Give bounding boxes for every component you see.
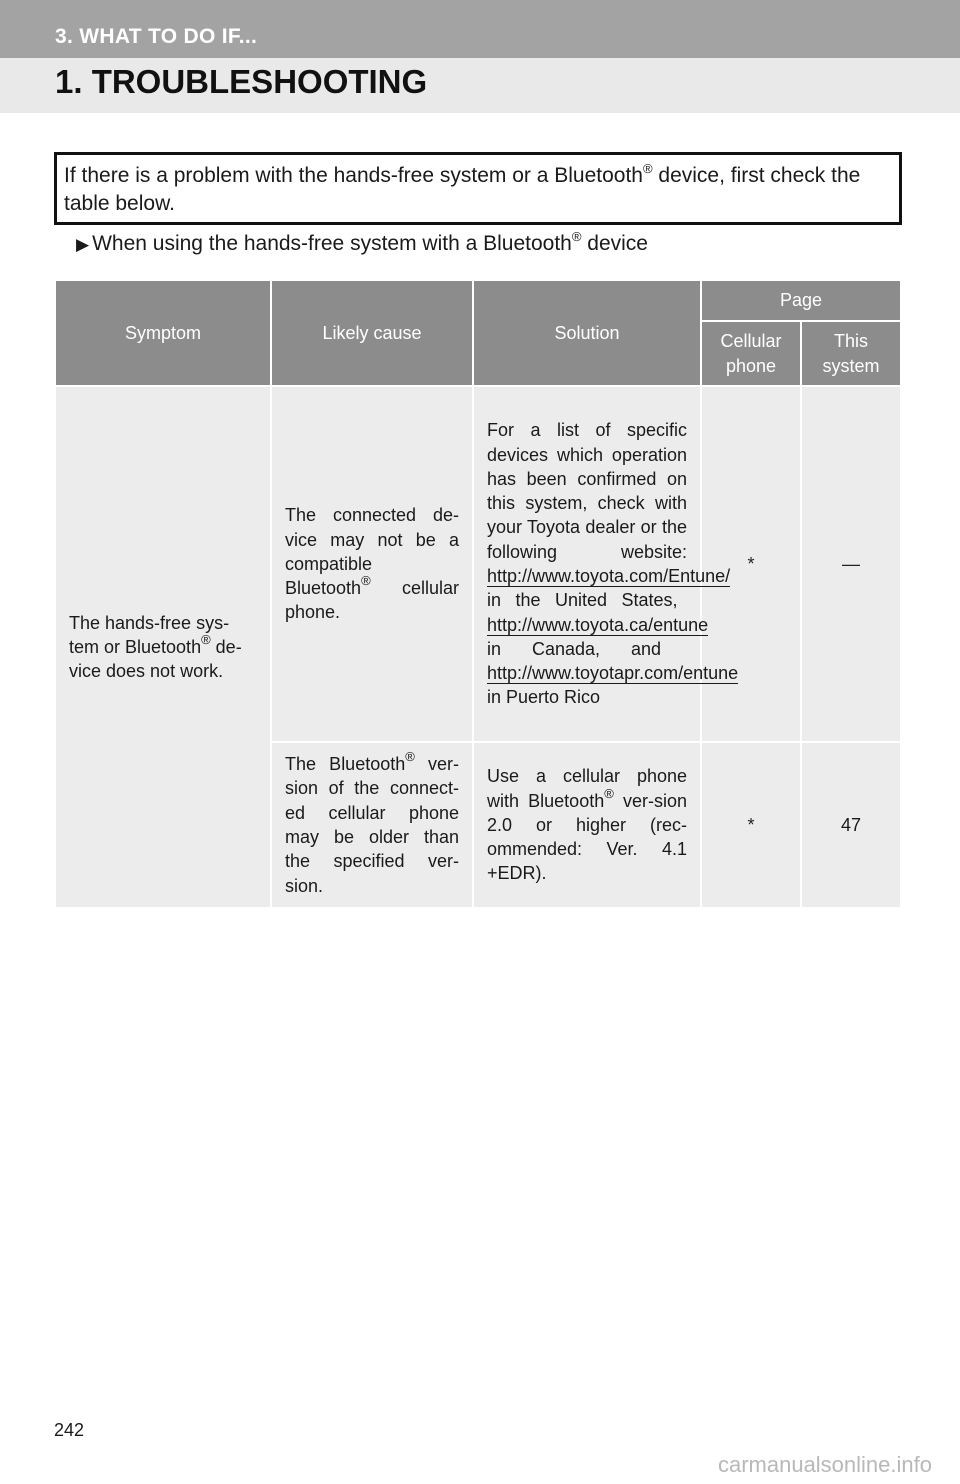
- cause-cell: The connected de-vice may not be a compatible Bluetooth® cellular phone.: [271, 386, 473, 742]
- cause-cell: The Bluetooth® ver-sion of the connect-ed cellular phone may be older than the specified ver-sion.: [271, 742, 473, 908]
- asterisk-icon: *: [747, 814, 755, 835]
- header-cellular-phone: Cellular phone: [701, 321, 801, 386]
- page-number: 242: [54, 1420, 85, 1440]
- solution-cell: Use a cellular phone with Bluetooth® ver-sion 2.0 or higher (rec-ommended: Ver. 4.1 +EDR).: [473, 742, 701, 908]
- header-likely-cause: Likely cause: [271, 280, 473, 386]
- section-title: 1. TROUBLESHOOTING: [55, 63, 428, 100]
- this-system-page-cell: [801, 386, 901, 742]
- header-symptom: Symptom: [55, 280, 271, 386]
- chapter-title: 3. WHAT TO DO IF...: [55, 25, 258, 48]
- subheading: ▶ When using the hands-free system with a Bluetooth® device: [76, 229, 648, 255]
- dash-icon: —: [842, 553, 860, 574]
- header-solution: Solution: [473, 280, 701, 386]
- solution-cell: For a list of specific devices which operation has been confirmed on this system, check with your Toyota dealer or the following website: http://www.toyota.com/Entune/ in the United States, http://www.toyota.ca/entune in Canada, and http://www.toyotapr.com/entune in Puerto Rico: [473, 386, 701, 742]
- cellular-phone-page-cell: [701, 742, 801, 908]
- cellular-phone-page-cell: [701, 386, 801, 742]
- this-system-page-cell: [801, 742, 901, 908]
- toyota-pr-link[interactable]: http://www.toyotapr.com/entune: [487, 663, 739, 684]
- table-row: [55, 386, 901, 742]
- toyota-ca-link[interactable]: http://www.toyota.ca/entune: [487, 614, 709, 635]
- toyota-us-link[interactable]: http://www.toyota.com/Entune/: [487, 566, 731, 586]
- troubleshooting-table: [54, 279, 902, 909]
- triangle-right-icon: ▶: [76, 235, 90, 254]
- symptom-cell: The hands-free sys-tem or Bluetooth® de-vice does not work.: [55, 386, 271, 908]
- asterisk-icon: *: [747, 553, 755, 574]
- header-this-system: This system: [801, 321, 901, 386]
- page-number-ref[interactable]: 47: [840, 814, 862, 835]
- intro-text: If there is a problem with the hands-free system or a Bluetooth® device, first check the table below.: [64, 161, 861, 215]
- intro-box: [54, 152, 902, 225]
- watermark: carmanualsonline.info: [717, 1452, 932, 1477]
- header-page: Page: [701, 280, 901, 321]
